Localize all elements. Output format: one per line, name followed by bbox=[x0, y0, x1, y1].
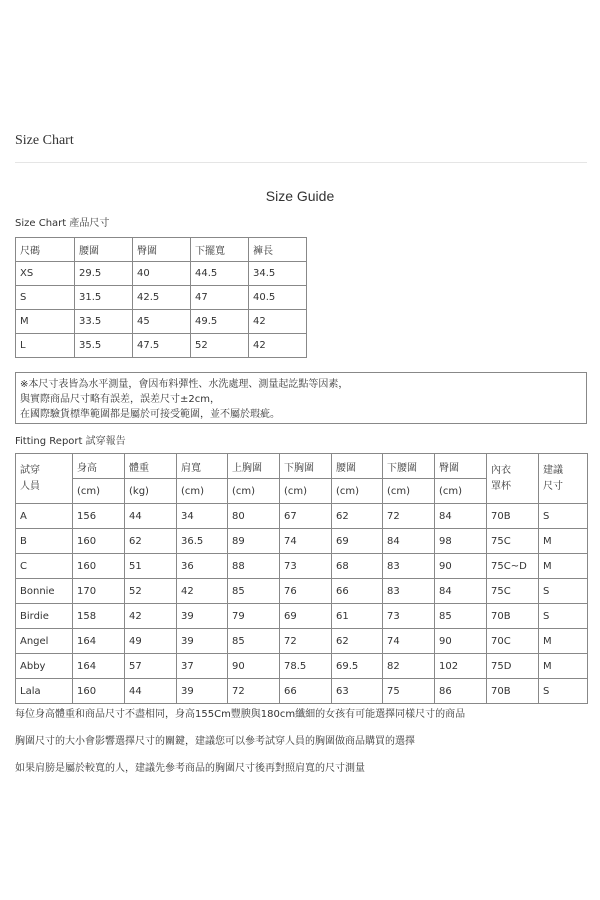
table-row bbox=[16, 286, 307, 310]
header-cell: 臀圍 bbox=[133, 238, 191, 262]
table-cell: S bbox=[16, 286, 75, 310]
table-cell: 52 bbox=[125, 579, 177, 604]
table-row bbox=[16, 310, 307, 334]
table-cell: 73 bbox=[280, 554, 332, 579]
table-row bbox=[16, 529, 588, 554]
header-cell: 下腰圍 bbox=[383, 454, 435, 479]
table-cell: 40 bbox=[133, 262, 191, 286]
table-cell: M bbox=[539, 629, 588, 654]
table-cell: 70B bbox=[487, 604, 539, 629]
unit-cell: (cm) bbox=[435, 479, 487, 504]
table-row bbox=[16, 334, 307, 358]
table-cell: 52 bbox=[191, 334, 249, 358]
size-chart-table bbox=[15, 237, 307, 358]
table-row bbox=[16, 504, 588, 529]
table-cell: 72 bbox=[228, 679, 280, 704]
note-line: ※本尺寸表皆為水平測量，會因布料彈性、水洗處理、測量起訖點等因素， bbox=[20, 379, 349, 390]
header-cell: 褲長 bbox=[249, 238, 307, 262]
table-cell: 61 bbox=[332, 604, 383, 629]
header-cell: 身高 bbox=[73, 454, 125, 479]
table-cell: 44 bbox=[125, 504, 177, 529]
table-cell: 80 bbox=[228, 504, 280, 529]
header-text: 試穿 bbox=[20, 464, 40, 476]
table-cell: 84 bbox=[435, 579, 487, 604]
table-cell: 47.5 bbox=[133, 334, 191, 358]
table-cell: 68 bbox=[332, 554, 383, 579]
table-cell: 156 bbox=[73, 504, 125, 529]
divider bbox=[15, 162, 587, 163]
table-cell: L bbox=[16, 334, 75, 358]
table-cell: 89 bbox=[228, 529, 280, 554]
table-cell: 42 bbox=[249, 334, 307, 358]
table-row bbox=[16, 579, 588, 604]
table-cell: 42.5 bbox=[133, 286, 191, 310]
footer-note: 每位身高體重和商品尺寸不盡相同，身高155Cm豐腴與180cm纖細的女孩有可能選擇同樣尺寸的商品 bbox=[15, 709, 466, 720]
table-cell: 85 bbox=[228, 579, 280, 604]
header-cell: 體重 bbox=[125, 454, 177, 479]
table-cell: 49.5 bbox=[191, 310, 249, 334]
header-cell: 上胸圍 bbox=[228, 454, 280, 479]
table-cell: 72 bbox=[383, 504, 435, 529]
table-row bbox=[16, 629, 588, 654]
table-cell: M bbox=[539, 554, 588, 579]
table-row bbox=[16, 554, 588, 579]
table-cell: M bbox=[539, 654, 588, 679]
table-cell: 69 bbox=[280, 604, 332, 629]
table-cell: 42 bbox=[177, 579, 228, 604]
header-cell: 腰圍 bbox=[332, 454, 383, 479]
table-cell: 33.5 bbox=[75, 310, 133, 334]
table-cell: 67 bbox=[280, 504, 332, 529]
table-cell: 84 bbox=[383, 529, 435, 554]
table-cell: 75C~D bbox=[487, 554, 539, 579]
fitting-report-table bbox=[15, 453, 588, 704]
table-cell: 44 bbox=[125, 679, 177, 704]
table-cell: 85 bbox=[435, 604, 487, 629]
table-cell: S bbox=[539, 504, 588, 529]
unit-cell: (cm) bbox=[177, 479, 228, 504]
table-cell: 85 bbox=[228, 629, 280, 654]
table-cell: 75C bbox=[487, 529, 539, 554]
table-cell: C bbox=[16, 554, 73, 579]
table-cell: 90 bbox=[435, 554, 487, 579]
table-row bbox=[16, 604, 588, 629]
footer-note: 如果肩膀是屬於較寬的人，建議先參考商品的胸圍尺寸後再對照肩寬的尺寸測量 bbox=[15, 763, 365, 774]
table-cell: Bonnie bbox=[16, 579, 73, 604]
table-cell: XS bbox=[16, 262, 75, 286]
table-cell: Angel bbox=[16, 629, 73, 654]
header-cell: 尺碼 bbox=[16, 238, 75, 262]
table-cell: 164 bbox=[73, 629, 125, 654]
table-cell: 66 bbox=[332, 579, 383, 604]
table-cell: 62 bbox=[125, 529, 177, 554]
unit-cell: (cm) bbox=[332, 479, 383, 504]
header-text: 罩杯 bbox=[491, 480, 511, 492]
table-cell: 84 bbox=[435, 504, 487, 529]
table-cell: 36 bbox=[177, 554, 228, 579]
table-cell: 45 bbox=[133, 310, 191, 334]
table-cell: 62 bbox=[332, 629, 383, 654]
table-cell: 34.5 bbox=[249, 262, 307, 286]
size-guide-title: Size Guide bbox=[265, 188, 335, 204]
table-cell: A bbox=[16, 504, 73, 529]
table-cell: 76 bbox=[280, 579, 332, 604]
page-heading: Size Chart bbox=[15, 133, 74, 148]
header-cell: 下擺寬 bbox=[191, 238, 249, 262]
table-cell: 69.5 bbox=[332, 654, 383, 679]
table-cell: 98 bbox=[435, 529, 487, 554]
table-cell: 72 bbox=[280, 629, 332, 654]
table-cell: 49 bbox=[125, 629, 177, 654]
table-cell: 170 bbox=[73, 579, 125, 604]
table-cell: 47 bbox=[191, 286, 249, 310]
table-cell: 83 bbox=[383, 554, 435, 579]
header-text: 建議 bbox=[543, 464, 563, 476]
footer-note: 胸圍尺寸的大小會影響選擇尺寸的關鍵，建議您可以參考試穿人員的胸圍做商品購買的選擇 bbox=[15, 736, 415, 747]
table-cell: 36.5 bbox=[177, 529, 228, 554]
table-cell: 74 bbox=[383, 629, 435, 654]
unit-cell: (cm) bbox=[73, 479, 125, 504]
unit-cell: (cm) bbox=[280, 479, 332, 504]
table-cell: S bbox=[539, 579, 588, 604]
note-line: 在國際驗貨標準範圍都是屬於可接受範圍，並不屬於瑕疵。 bbox=[20, 409, 280, 420]
header-cell: 腰圍 bbox=[75, 238, 133, 262]
table-cell: 35.5 bbox=[75, 334, 133, 358]
table-cell: 51 bbox=[125, 554, 177, 579]
table-cell: 83 bbox=[383, 579, 435, 604]
table-cell: 34 bbox=[177, 504, 228, 529]
table-cell: 78.5 bbox=[280, 654, 332, 679]
table-cell: 75C bbox=[487, 579, 539, 604]
size-chart-header-row bbox=[16, 238, 307, 262]
table-row bbox=[16, 262, 307, 286]
table-cell: M bbox=[539, 529, 588, 554]
table-cell: 86 bbox=[435, 679, 487, 704]
table-cell: 160 bbox=[73, 554, 125, 579]
table-cell: 70B bbox=[487, 679, 539, 704]
fitting-report-caption: Fitting Report 試穿報告 bbox=[15, 436, 126, 447]
table-cell: 75D bbox=[487, 654, 539, 679]
header-cell: 肩寬 bbox=[177, 454, 228, 479]
measurement-notes bbox=[15, 372, 587, 424]
table-cell: Abby bbox=[16, 654, 73, 679]
table-cell: 42 bbox=[125, 604, 177, 629]
table-cell: 160 bbox=[73, 529, 125, 554]
table-cell: 39 bbox=[177, 604, 228, 629]
table-cell: 39 bbox=[177, 679, 228, 704]
header-text: 尺寸 bbox=[543, 480, 563, 492]
table-cell: B bbox=[16, 529, 73, 554]
table-cell: S bbox=[539, 679, 588, 704]
table-cell: 31.5 bbox=[75, 286, 133, 310]
table-cell: 158 bbox=[73, 604, 125, 629]
table-cell: 90 bbox=[435, 629, 487, 654]
table-cell: 75 bbox=[383, 679, 435, 704]
table-cell: 37 bbox=[177, 654, 228, 679]
table-cell: 79 bbox=[228, 604, 280, 629]
size-chart-caption: Size Chart 產品尺寸 bbox=[15, 218, 110, 229]
table-cell: Birdie bbox=[16, 604, 73, 629]
table-cell: 69 bbox=[332, 529, 383, 554]
table-cell: Lala bbox=[16, 679, 73, 704]
table-cell: 102 bbox=[435, 654, 487, 679]
table-cell: 74 bbox=[280, 529, 332, 554]
header-cell: 臀圍 bbox=[435, 454, 487, 479]
table-cell: 39 bbox=[177, 629, 228, 654]
unit-cell: (cm) bbox=[228, 479, 280, 504]
table-cell: 42 bbox=[249, 310, 307, 334]
table-row bbox=[16, 679, 588, 704]
unit-cell: (cm) bbox=[383, 479, 435, 504]
header-bra-cell bbox=[487, 454, 539, 504]
table-row bbox=[16, 654, 588, 679]
header-text: 人員 bbox=[20, 480, 40, 492]
table-cell: 70B bbox=[487, 504, 539, 529]
table-cell: 73 bbox=[383, 604, 435, 629]
table-cell: 44.5 bbox=[191, 262, 249, 286]
header-cell: 下胸圍 bbox=[280, 454, 332, 479]
table-cell: 88 bbox=[228, 554, 280, 579]
table-cell: 57 bbox=[125, 654, 177, 679]
unit-cell: (kg) bbox=[125, 479, 177, 504]
fitting-header-row bbox=[16, 454, 588, 479]
table-cell: 160 bbox=[73, 679, 125, 704]
header-tester-cell bbox=[16, 454, 73, 504]
table-cell: 63 bbox=[332, 679, 383, 704]
table-cell: 66 bbox=[280, 679, 332, 704]
table-cell: 62 bbox=[332, 504, 383, 529]
table-cell: 164 bbox=[73, 654, 125, 679]
header-text: 內衣 bbox=[491, 464, 511, 476]
table-cell: M bbox=[16, 310, 75, 334]
table-cell: 70C bbox=[487, 629, 539, 654]
table-cell: 29.5 bbox=[75, 262, 133, 286]
header-suggest-cell bbox=[539, 454, 588, 504]
table-cell: 90 bbox=[228, 654, 280, 679]
note-line: 與實際商品尺寸略有誤差，誤差尺寸±2cm， bbox=[20, 394, 220, 405]
table-cell: 40.5 bbox=[249, 286, 307, 310]
table-cell: 82 bbox=[383, 654, 435, 679]
table-cell: S bbox=[539, 604, 588, 629]
